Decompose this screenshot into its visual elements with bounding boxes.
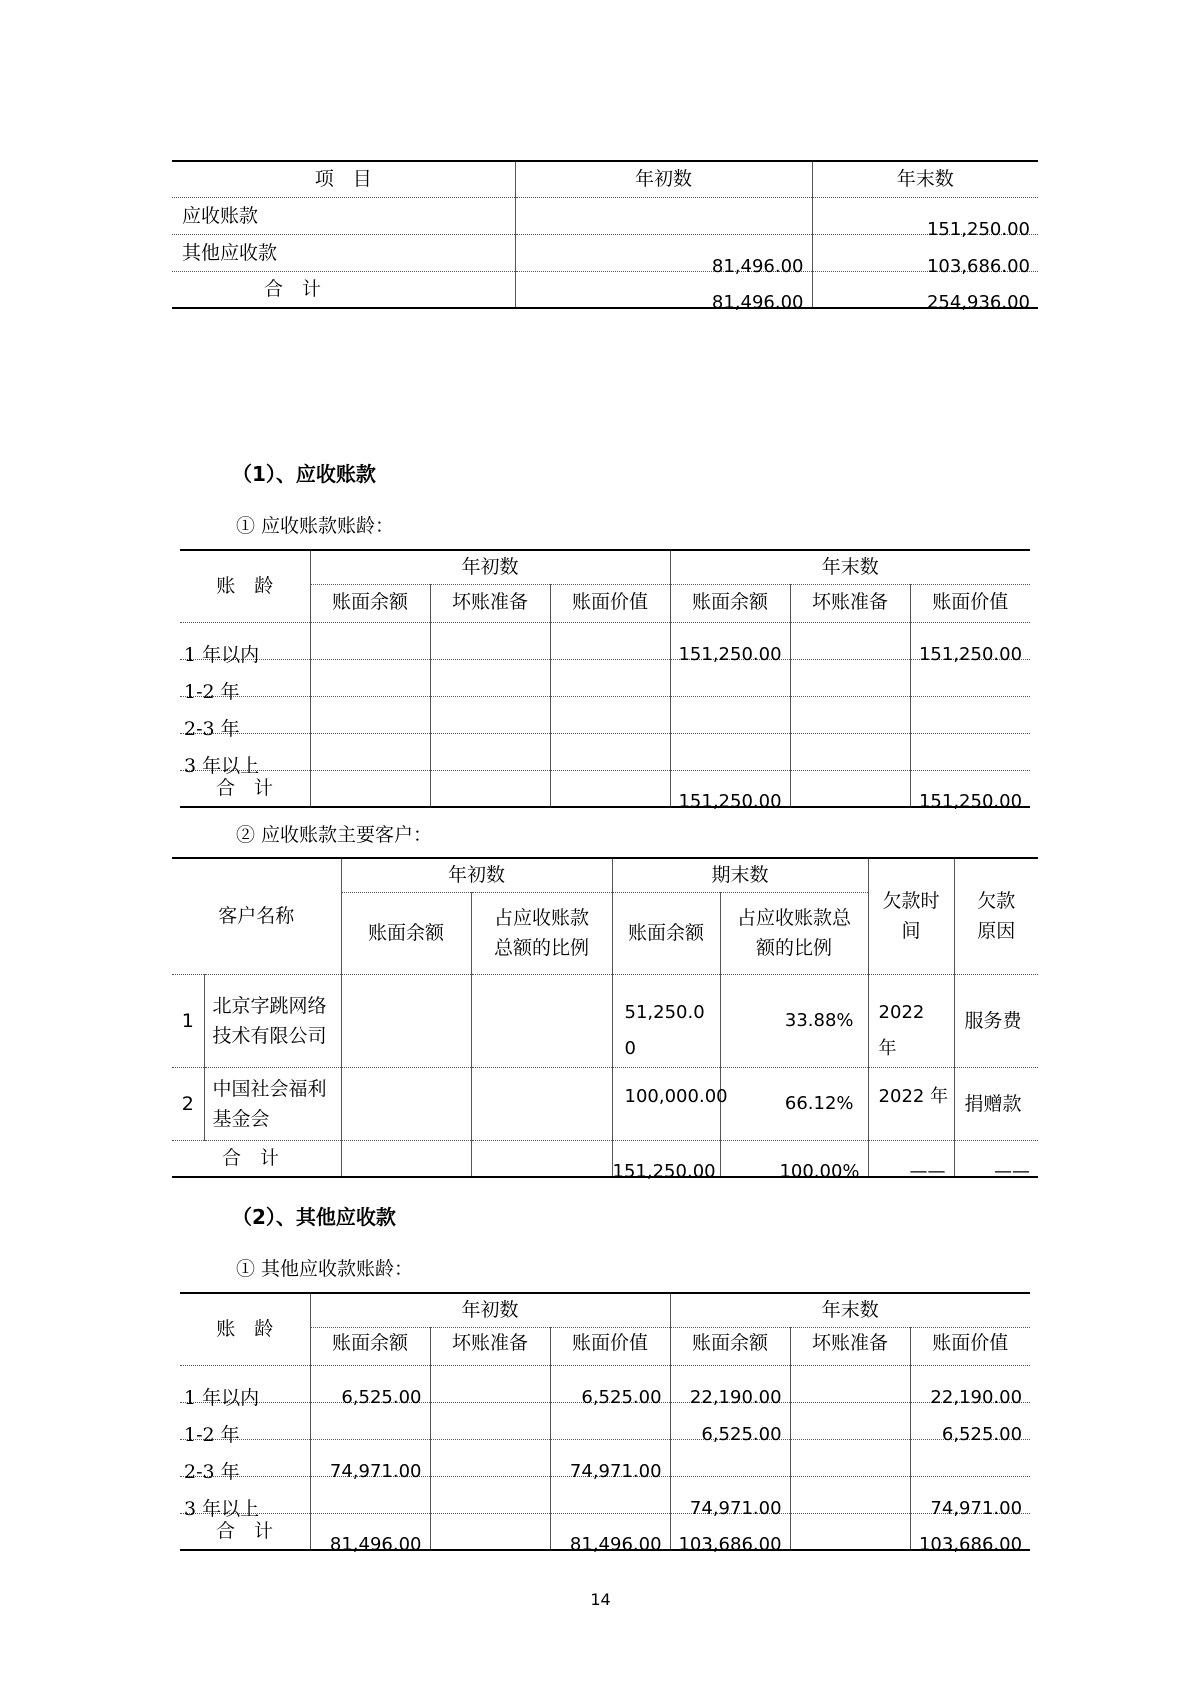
cell: 6,525.00 <box>910 1402 1030 1439</box>
sub-header: 账面余额 <box>310 584 430 622</box>
table-row <box>172 974 1038 1067</box>
cell <box>471 974 612 1067</box>
col-customer-name-header: 客户名称 <box>172 858 341 974</box>
sub-header: 坏账准备 <box>790 584 910 622</box>
cell <box>790 696 910 733</box>
age-label: 3 年以上 <box>180 1476 310 1513</box>
cell <box>670 696 790 733</box>
total-label: 合 计 <box>172 1140 341 1177</box>
receivable-customer-table <box>172 857 1038 1182</box>
cell <box>910 659 1030 696</box>
cell <box>430 1476 550 1513</box>
summary-total-label: 合 计 <box>172 271 515 308</box>
table-row <box>180 1402 1030 1439</box>
cell <box>670 659 790 696</box>
table-row <box>180 1439 1030 1476</box>
cell <box>341 974 471 1067</box>
customer-name: 中国社会福利基金会 <box>204 1067 341 1140</box>
cell: 74,971.00 <box>910 1476 1030 1513</box>
cell: 151,250.00 <box>670 770 790 807</box>
cell <box>910 1439 1030 1476</box>
receivable-aging-table <box>180 549 1030 812</box>
cell: 服务费 <box>954 974 1038 1067</box>
cell: 81,496.00 <box>550 1513 670 1550</box>
page-number: 14 <box>590 1590 611 1609</box>
summary-row-begin <box>515 197 812 234</box>
col-age-header: 账 龄 <box>180 550 310 622</box>
summary-total-begin: 81,496.00 <box>515 271 812 308</box>
summary-header-begin: 年初数 <box>515 161 812 197</box>
cell <box>550 733 670 770</box>
table-row <box>180 733 1030 770</box>
cell: 151,250.00 <box>670 622 790 659</box>
summary-table <box>172 160 1038 313</box>
summary-header-item: 项 目 <box>172 161 515 197</box>
table-row <box>180 622 1030 659</box>
section2-aging-title: ① 其他应收款账龄： <box>236 1258 414 1280</box>
total-label: 合 计 <box>180 1513 310 1550</box>
age-label: 2-3 年 <box>180 696 310 733</box>
cell <box>550 696 670 733</box>
cell <box>790 622 910 659</box>
cell <box>670 733 790 770</box>
summary-row-label: 应收账款 <box>172 197 515 234</box>
age-label: 1 年以内 <box>180 1365 310 1402</box>
sub-header: 账面余额 <box>310 1327 430 1365</box>
sub-header: 账面价值 <box>550 1327 670 1365</box>
table-row <box>180 1476 1030 1513</box>
total-row <box>172 1140 1038 1177</box>
cell: 2022 年 <box>868 1067 954 1140</box>
group-begin-header: 年初数 <box>341 858 612 892</box>
cell: 100,000.00 <box>612 1067 720 1140</box>
age-label: 3 年以上 <box>180 733 310 770</box>
cell <box>310 733 430 770</box>
table-row <box>180 1365 1030 1402</box>
sub-header: 坏账准备 <box>430 1327 550 1365</box>
cell <box>430 1439 550 1476</box>
cell <box>341 1140 471 1177</box>
cell <box>471 1067 612 1140</box>
cell: 2022 年 <box>868 974 954 1067</box>
cell <box>670 1439 790 1476</box>
cell: 22,190.00 <box>670 1365 790 1402</box>
cell: 6,525.00 <box>550 1365 670 1402</box>
cell: 33.88% <box>720 974 868 1067</box>
section2-heading: （2）、其他应收款 <box>232 1205 396 1229</box>
cell: 103,686.00 <box>670 1513 790 1550</box>
table-row <box>172 1067 1038 1140</box>
cell: 103,686.00 <box>910 1513 1030 1550</box>
summary-header-end: 年末数 <box>812 161 1038 197</box>
group-end-header: 年末数 <box>670 1293 1030 1327</box>
cell: 66.12% <box>720 1067 868 1140</box>
total-label: 合 计 <box>180 770 310 807</box>
sub-header: 账面价值 <box>910 584 1030 622</box>
cell: 100.00% <box>720 1140 868 1177</box>
cell: 151,250.00 <box>612 1140 720 1177</box>
cell: 151,250.00 <box>910 770 1030 807</box>
cell <box>471 1140 612 1177</box>
cell <box>430 1365 550 1402</box>
total-row <box>180 1513 1030 1550</box>
cell <box>430 1513 550 1550</box>
col-reason-header: 欠款原因 <box>954 858 1038 974</box>
age-label: 1-2 年 <box>180 1402 310 1439</box>
cell: 81,496.00 <box>310 1513 430 1550</box>
summary-row-begin: 81,496.00 <box>515 234 812 271</box>
sub-header: 占应收账款总额的比例 <box>720 892 868 974</box>
group-end-header: 期末数 <box>612 858 868 892</box>
cell <box>790 659 910 696</box>
cell: 捐赠款 <box>954 1067 1038 1140</box>
cell: 22,190.00 <box>910 1365 1030 1402</box>
row-number: 2 <box>172 1067 204 1140</box>
cell <box>910 733 1030 770</box>
cell: 6,525.00 <box>310 1365 430 1402</box>
cell <box>790 1476 910 1513</box>
cell: 74,971.00 <box>310 1439 430 1476</box>
cell <box>790 1513 910 1550</box>
section1-aging-title: ① 应收账款账龄： <box>236 515 395 537</box>
cell <box>310 1476 430 1513</box>
group-end-header: 年末数 <box>670 550 1030 584</box>
section1-customer-title: ② 应收账款主要客户： <box>236 824 433 846</box>
summary-row-end: 151,250.00 <box>812 197 1038 234</box>
sub-header: 账面价值 <box>550 584 670 622</box>
other-receivable-aging-table <box>180 1292 1030 1555</box>
table-row <box>180 659 1030 696</box>
summary-row-end: 103,686.00 <box>812 234 1038 271</box>
cell <box>430 770 550 807</box>
cell: 151,250.00 <box>910 622 1030 659</box>
cell <box>430 733 550 770</box>
cell <box>310 659 430 696</box>
cell: 51,250.00 <box>612 974 720 1067</box>
cell <box>430 622 550 659</box>
age-label: 2-3 年 <box>180 1439 310 1476</box>
sub-header: 账面余额 <box>670 1327 790 1365</box>
table-row <box>180 696 1030 733</box>
sub-header: 账面余额 <box>670 584 790 622</box>
cell <box>790 1365 910 1402</box>
cell <box>430 1402 550 1439</box>
age-label: 1 年以内 <box>180 622 310 659</box>
cell <box>430 659 550 696</box>
cell <box>310 622 430 659</box>
sub-header: 账面余额 <box>612 892 720 974</box>
cell <box>910 696 1030 733</box>
sub-header: 坏账准备 <box>790 1327 910 1365</box>
cell <box>550 1476 670 1513</box>
cell: 74,971.00 <box>550 1439 670 1476</box>
cell <box>341 1067 471 1140</box>
col-age-header: 账 龄 <box>180 1293 310 1365</box>
cell <box>310 770 430 807</box>
group-begin-header: 年初数 <box>310 1293 670 1327</box>
sub-header: 账面余额 <box>341 892 471 974</box>
cell: 6,525.00 <box>670 1402 790 1439</box>
cell <box>310 696 430 733</box>
sub-header: 坏账准备 <box>430 584 550 622</box>
cell: —— <box>868 1140 954 1177</box>
cell <box>790 770 910 807</box>
cell: 74,971.00 <box>670 1476 790 1513</box>
section1-heading: （1）、应收账款 <box>232 462 376 486</box>
sub-header: 账面价值 <box>910 1327 1030 1365</box>
col-time-header: 欠款时间 <box>868 858 954 974</box>
row-number: 1 <box>172 974 204 1067</box>
cell <box>550 659 670 696</box>
group-begin-header: 年初数 <box>310 550 670 584</box>
cell <box>550 770 670 807</box>
customer-name: 北京字跳网络技术有限公司 <box>204 974 341 1067</box>
summary-row-label: 其他应收款 <box>172 234 515 271</box>
cell <box>430 696 550 733</box>
sub-header: 占应收账款总额的比例 <box>471 892 612 974</box>
cell <box>310 1402 430 1439</box>
total-row <box>180 770 1030 807</box>
cell <box>550 1402 670 1439</box>
cell <box>550 622 670 659</box>
cell: —— <box>954 1140 1038 1177</box>
cell <box>790 1402 910 1439</box>
summary-total-end: 254,936.00 <box>812 271 1038 308</box>
cell <box>790 733 910 770</box>
cell <box>790 1439 910 1476</box>
age-label: 1-2 年 <box>180 659 310 696</box>
